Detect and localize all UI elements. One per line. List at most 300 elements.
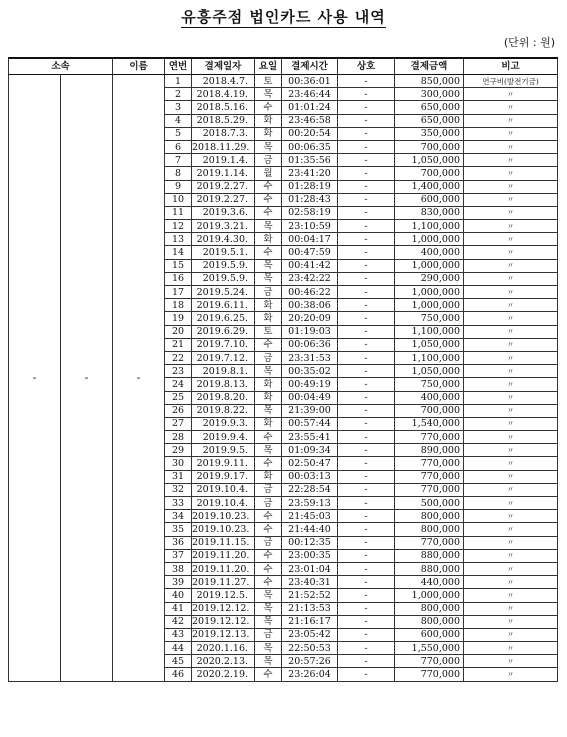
time-cell: 23:46:44 bbox=[282, 88, 338, 101]
seq-cell: 18 bbox=[165, 299, 192, 312]
time-cell: 23:46:58 bbox=[282, 114, 338, 127]
time-cell: 22:50:53 bbox=[282, 642, 338, 655]
amount-cell: 440,000 bbox=[395, 576, 464, 589]
merchant-cell: - bbox=[338, 378, 395, 391]
date-cell: 2019.9.11. bbox=[192, 457, 255, 470]
amount-cell: 1,100,000 bbox=[395, 325, 464, 338]
remarks-cell: 연구비(발전기금) bbox=[464, 75, 558, 88]
remarks-cell: 〃 bbox=[464, 470, 558, 483]
remarks-cell: 〃 bbox=[464, 154, 558, 167]
seq-cell: 37 bbox=[165, 549, 192, 562]
date-cell: 2019.2.27. bbox=[192, 180, 255, 193]
weekday-cell: 금 bbox=[255, 628, 282, 641]
remarks-cell: 〃 bbox=[464, 365, 558, 378]
time-cell: 00:38:06 bbox=[282, 299, 338, 312]
remarks-cell: 〃 bbox=[464, 642, 558, 655]
date-cell: 2019.8.13. bbox=[192, 378, 255, 391]
seq-cell: 25 bbox=[165, 391, 192, 404]
weekday-cell: 화 bbox=[255, 417, 282, 430]
seq-cell: 33 bbox=[165, 497, 192, 510]
weekday-cell: 금 bbox=[255, 536, 282, 549]
date-cell: 2019.8.22. bbox=[192, 404, 255, 417]
merchant-cell: - bbox=[338, 615, 395, 628]
weekday-cell: 수 bbox=[255, 562, 282, 575]
remarks-cell: 〃 bbox=[464, 628, 558, 641]
remarks-cell: 〃 bbox=[464, 536, 558, 549]
date-cell: 2019.10.4. bbox=[192, 497, 255, 510]
time-cell: 23:00:35 bbox=[282, 549, 338, 562]
date-cell: 2018.11.29. bbox=[192, 140, 255, 153]
remarks-cell: 〃 bbox=[464, 523, 558, 536]
date-cell: 2019.6.25. bbox=[192, 312, 255, 325]
affiliation-cell: - bbox=[9, 75, 61, 682]
merchant-cell: - bbox=[338, 536, 395, 549]
amount-cell: 1,050,000 bbox=[395, 365, 464, 378]
header-affiliation: 소속 bbox=[9, 58, 113, 75]
amount-cell: 1,400,000 bbox=[395, 180, 464, 193]
time-cell: 01:19:03 bbox=[282, 325, 338, 338]
time-cell: 01:01:24 bbox=[282, 101, 338, 114]
remarks-cell: 〃 bbox=[464, 259, 558, 272]
time-cell: 23:55:41 bbox=[282, 431, 338, 444]
weekday-cell: 목 bbox=[255, 88, 282, 101]
weekday-cell: 화 bbox=[255, 233, 282, 246]
merchant-cell: - bbox=[338, 259, 395, 272]
time-cell: 23:05:42 bbox=[282, 628, 338, 641]
amount-cell: 650,000 bbox=[395, 101, 464, 114]
seq-cell: 24 bbox=[165, 378, 192, 391]
merchant-cell: - bbox=[338, 167, 395, 180]
document-title: 유흥주점 법인카드 사용 내역 bbox=[181, 8, 386, 26]
remarks-cell: 〃 bbox=[464, 338, 558, 351]
time-cell: 00:03:13 bbox=[282, 470, 338, 483]
weekday-cell: 화 bbox=[255, 299, 282, 312]
weekday-cell: 목 bbox=[255, 259, 282, 272]
date-cell: 2019.5.9. bbox=[192, 259, 255, 272]
date-cell: 2020.2.19. bbox=[192, 668, 255, 681]
remarks-cell: 〃 bbox=[464, 220, 558, 233]
merchant-cell: - bbox=[338, 562, 395, 575]
seq-cell: 7 bbox=[165, 154, 192, 167]
seq-cell: 44 bbox=[165, 642, 192, 655]
date-cell: 2018.5.29. bbox=[192, 114, 255, 127]
weekday-cell: 목 bbox=[255, 655, 282, 668]
amount-cell: 1,550,000 bbox=[395, 642, 464, 655]
seq-cell: 23 bbox=[165, 365, 192, 378]
remarks-cell: 〃 bbox=[464, 431, 558, 444]
weekday-cell: 화 bbox=[255, 470, 282, 483]
date-cell: 2019.1.4. bbox=[192, 154, 255, 167]
remarks-cell: 〃 bbox=[464, 114, 558, 127]
remarks-cell: 〃 bbox=[464, 101, 558, 114]
date-cell: 2019.9.3. bbox=[192, 417, 255, 430]
merchant-cell: - bbox=[338, 193, 395, 206]
weekday-cell: 목 bbox=[255, 444, 282, 457]
amount-cell: 770,000 bbox=[395, 536, 464, 549]
seq-cell: 19 bbox=[165, 312, 192, 325]
amount-cell: 800,000 bbox=[395, 615, 464, 628]
merchant-cell: - bbox=[338, 101, 395, 114]
amount-cell: 800,000 bbox=[395, 523, 464, 536]
date-cell: 2019.9.17. bbox=[192, 470, 255, 483]
remarks-cell: 〃 bbox=[464, 562, 558, 575]
date-cell: 2019.8.20. bbox=[192, 391, 255, 404]
amount-cell: 830,000 bbox=[395, 206, 464, 219]
weekday-cell: 화 bbox=[255, 127, 282, 140]
time-cell: 23:42:22 bbox=[282, 272, 338, 285]
remarks-cell: 〃 bbox=[464, 549, 558, 562]
weekday-cell: 목 bbox=[255, 615, 282, 628]
seq-cell: 16 bbox=[165, 272, 192, 285]
weekday-cell: 수 bbox=[255, 246, 282, 259]
weekday-cell: 수 bbox=[255, 668, 282, 681]
time-cell: 00:06:36 bbox=[282, 338, 338, 351]
weekday-cell: 화 bbox=[255, 391, 282, 404]
seq-cell: 20 bbox=[165, 325, 192, 338]
seq-cell: 8 bbox=[165, 167, 192, 180]
remarks-cell: 〃 bbox=[464, 127, 558, 140]
merchant-cell: - bbox=[338, 602, 395, 615]
amount-cell: 770,000 bbox=[395, 457, 464, 470]
date-cell: 2018.7.3. bbox=[192, 127, 255, 140]
weekday-cell: 목 bbox=[255, 404, 282, 417]
time-cell: 00:35:02 bbox=[282, 365, 338, 378]
weekday-cell: 수 bbox=[255, 457, 282, 470]
merchant-cell: - bbox=[338, 206, 395, 219]
weekday-cell: 화 bbox=[255, 378, 282, 391]
merchant-cell: - bbox=[338, 246, 395, 259]
amount-cell: 400,000 bbox=[395, 391, 464, 404]
remarks-cell: 〃 bbox=[464, 286, 558, 299]
merchant-cell: - bbox=[338, 154, 395, 167]
amount-cell: 600,000 bbox=[395, 193, 464, 206]
date-cell: 2020.1.16. bbox=[192, 642, 255, 655]
time-cell: 21:44:40 bbox=[282, 523, 338, 536]
amount-cell: 770,000 bbox=[395, 431, 464, 444]
weekday-cell: 화 bbox=[255, 312, 282, 325]
weekday-cell: 목 bbox=[255, 365, 282, 378]
amount-cell: 650,000 bbox=[395, 114, 464, 127]
remarks-cell: 〃 bbox=[464, 206, 558, 219]
remarks-cell: 〃 bbox=[464, 233, 558, 246]
amount-cell: 400,000 bbox=[395, 246, 464, 259]
time-cell: 00:06:35 bbox=[282, 140, 338, 153]
date-cell: 2018.5.16. bbox=[192, 101, 255, 114]
time-cell: 00:41:42 bbox=[282, 259, 338, 272]
time-cell: 21:16:17 bbox=[282, 615, 338, 628]
time-cell: 21:52:52 bbox=[282, 589, 338, 602]
remarks-cell: 〃 bbox=[464, 497, 558, 510]
header-merchant: 상호 bbox=[338, 58, 395, 75]
merchant-cell: - bbox=[338, 642, 395, 655]
weekday-cell: 수 bbox=[255, 549, 282, 562]
header-time: 결제시간 bbox=[282, 58, 338, 75]
seq-cell: 34 bbox=[165, 510, 192, 523]
merchant-cell: - bbox=[338, 628, 395, 641]
time-cell: 00:12:35 bbox=[282, 536, 338, 549]
date-cell: 2019.8.1. bbox=[192, 365, 255, 378]
seq-cell: 9 bbox=[165, 180, 192, 193]
header-row bbox=[9, 58, 558, 75]
date-cell: 2019.6.29. bbox=[192, 325, 255, 338]
time-cell: 21:39:00 bbox=[282, 404, 338, 417]
amount-cell: 1,100,000 bbox=[395, 220, 464, 233]
time-cell: 00:46:22 bbox=[282, 286, 338, 299]
date-cell: 2019.5.9. bbox=[192, 272, 255, 285]
remarks-cell: 〃 bbox=[464, 589, 558, 602]
time-cell: 23:59:13 bbox=[282, 497, 338, 510]
name-cell: - bbox=[61, 75, 113, 682]
time-cell: 00:36:01 bbox=[282, 75, 338, 88]
remarks-cell: 〃 bbox=[464, 510, 558, 523]
date-cell: 2019.10.23. bbox=[192, 510, 255, 523]
merchant-cell: - bbox=[338, 444, 395, 457]
time-cell: 02:50:47 bbox=[282, 457, 338, 470]
weekday-cell: 수 bbox=[255, 193, 282, 206]
weekday-cell: 수 bbox=[255, 431, 282, 444]
seq-cell: 15 bbox=[165, 259, 192, 272]
amount-cell: 1,000,000 bbox=[395, 286, 464, 299]
seq-cell: 6 bbox=[165, 140, 192, 153]
time-cell: 23:31:53 bbox=[282, 351, 338, 364]
time-cell: 22:28:54 bbox=[282, 483, 338, 496]
remarks-cell: 〃 bbox=[464, 668, 558, 681]
amount-cell: 700,000 bbox=[395, 167, 464, 180]
date-cell: 2019.5.24. bbox=[192, 286, 255, 299]
merchant-cell: - bbox=[338, 180, 395, 193]
time-cell: 00:04:49 bbox=[282, 391, 338, 404]
weekday-cell: 수 bbox=[255, 523, 282, 536]
card-usage-table bbox=[8, 57, 558, 682]
date-cell: 2019.2.27. bbox=[192, 193, 255, 206]
seq-cell: 45 bbox=[165, 655, 192, 668]
seq-cell: 42 bbox=[165, 615, 192, 628]
seq-cell: 2 bbox=[165, 88, 192, 101]
table-row bbox=[9, 75, 558, 88]
seq-cell: 14 bbox=[165, 246, 192, 259]
date-cell: 2019.3.6. bbox=[192, 206, 255, 219]
seq-cell: 38 bbox=[165, 562, 192, 575]
amount-cell: 290,000 bbox=[395, 272, 464, 285]
seq-cell: 17 bbox=[165, 286, 192, 299]
remarks-cell: 〃 bbox=[464, 325, 558, 338]
time-cell: 23:10:59 bbox=[282, 220, 338, 233]
merchant-cell: - bbox=[338, 114, 395, 127]
weekday-cell: 목 bbox=[255, 220, 282, 233]
merchant-cell: - bbox=[338, 351, 395, 364]
time-cell: 23:40:31 bbox=[282, 576, 338, 589]
weekday-cell: 금 bbox=[255, 286, 282, 299]
date-cell: 2019.3.21. bbox=[192, 220, 255, 233]
remarks-cell: 〃 bbox=[464, 299, 558, 312]
weekday-cell: 수 bbox=[255, 180, 282, 193]
unit-note: (단위 : 원) bbox=[503, 36, 555, 49]
weekday-cell: 수 bbox=[255, 510, 282, 523]
seq-cell: 10 bbox=[165, 193, 192, 206]
seq-cell: 1 bbox=[165, 75, 192, 88]
remarks-cell: 〃 bbox=[464, 417, 558, 430]
date-cell: 2019.12.12. bbox=[192, 615, 255, 628]
time-cell: 00:20:54 bbox=[282, 127, 338, 140]
weekday-cell: 금 bbox=[255, 351, 282, 364]
merchant-cell: - bbox=[338, 75, 395, 88]
header-seq: 연번 bbox=[165, 58, 192, 75]
merchant-cell: - bbox=[338, 549, 395, 562]
amount-cell: 1,050,000 bbox=[395, 338, 464, 351]
merchant-cell: - bbox=[338, 457, 395, 470]
weekday-cell: 수 bbox=[255, 101, 282, 114]
merchant-cell: - bbox=[338, 338, 395, 351]
merchant-cell: - bbox=[338, 88, 395, 101]
merchant-cell: - bbox=[338, 220, 395, 233]
merchant-cell: - bbox=[338, 127, 395, 140]
amount-cell: 500,000 bbox=[395, 497, 464, 510]
time-cell: 02:58:19 bbox=[282, 206, 338, 219]
weekday-cell: 금 bbox=[255, 154, 282, 167]
remarks-cell: 〃 bbox=[464, 602, 558, 615]
seq-cell: 5 bbox=[165, 127, 192, 140]
amount-cell: 750,000 bbox=[395, 378, 464, 391]
remarks-cell: 〃 bbox=[464, 351, 558, 364]
amount-cell: 300,000 bbox=[395, 88, 464, 101]
remarks-cell: 〃 bbox=[464, 655, 558, 668]
remarks-cell: 〃 bbox=[464, 88, 558, 101]
amount-cell: 770,000 bbox=[395, 470, 464, 483]
merchant-cell: - bbox=[338, 510, 395, 523]
date-cell: 2019.11.20. bbox=[192, 549, 255, 562]
remarks-cell: 〃 bbox=[464, 272, 558, 285]
date-cell: 2019.7.10. bbox=[192, 338, 255, 351]
merchant-cell: - bbox=[338, 391, 395, 404]
weekday-cell: 수 bbox=[255, 576, 282, 589]
date-cell: 2019.5.1. bbox=[192, 246, 255, 259]
weekday-cell: 토 bbox=[255, 75, 282, 88]
remarks-cell: 〃 bbox=[464, 483, 558, 496]
weekday-cell: 목 bbox=[255, 602, 282, 615]
weekday-cell: 수 bbox=[255, 338, 282, 351]
seq-cell: 36 bbox=[165, 536, 192, 549]
amount-cell: 1,540,000 bbox=[395, 417, 464, 430]
weekday-cell: 수 bbox=[255, 206, 282, 219]
amount-cell: 1,000,000 bbox=[395, 589, 464, 602]
remarks-cell: 〃 bbox=[464, 193, 558, 206]
time-cell: 00:47:59 bbox=[282, 246, 338, 259]
merchant-cell: - bbox=[338, 417, 395, 430]
date-cell: 2018.4.19. bbox=[192, 88, 255, 101]
date-cell: 2019.1.14. bbox=[192, 167, 255, 180]
seq-cell: 32 bbox=[165, 483, 192, 496]
remarks-cell: 〃 bbox=[464, 576, 558, 589]
date-cell: 2019.6.11. bbox=[192, 299, 255, 312]
seq-cell: 40 bbox=[165, 589, 192, 602]
weekday-cell: 목 bbox=[255, 272, 282, 285]
amount-cell: 770,000 bbox=[395, 668, 464, 681]
merchant-cell: - bbox=[338, 576, 395, 589]
merchant-cell: - bbox=[338, 404, 395, 417]
seq-cell: 4 bbox=[165, 114, 192, 127]
date-cell: 2019.10.4. bbox=[192, 483, 255, 496]
weekday-cell: 토 bbox=[255, 325, 282, 338]
seq-cell: 29 bbox=[165, 444, 192, 457]
amount-cell: 700,000 bbox=[395, 140, 464, 153]
amount-cell: 750,000 bbox=[395, 312, 464, 325]
time-cell: 21:13:53 bbox=[282, 602, 338, 615]
remarks-cell: 〃 bbox=[464, 140, 558, 153]
amount-cell: 770,000 bbox=[395, 655, 464, 668]
header-date: 결제일자 bbox=[192, 58, 255, 75]
amount-cell: 700,000 bbox=[395, 404, 464, 417]
seq-cell: 28 bbox=[165, 431, 192, 444]
remarks-cell: 〃 bbox=[464, 457, 558, 470]
date-cell: 2019.11.15. bbox=[192, 536, 255, 549]
seq-cell: 31 bbox=[165, 470, 192, 483]
seq-cell: 21 bbox=[165, 338, 192, 351]
time-cell: 00:04:17 bbox=[282, 233, 338, 246]
merchant-cell: - bbox=[338, 470, 395, 483]
amount-cell: 890,000 bbox=[395, 444, 464, 457]
amount-cell: 600,000 bbox=[395, 628, 464, 641]
time-cell: 23:41:20 bbox=[282, 167, 338, 180]
amount-cell: 1,000,000 bbox=[395, 299, 464, 312]
amount-cell: 770,000 bbox=[395, 483, 464, 496]
seq-cell: 3 bbox=[165, 101, 192, 114]
time-cell: 20:57:26 bbox=[282, 655, 338, 668]
date-cell: 2019.11.27. bbox=[192, 576, 255, 589]
merchant-cell: - bbox=[338, 589, 395, 602]
time-cell: 00:57:44 bbox=[282, 417, 338, 430]
amount-cell: 350,000 bbox=[395, 127, 464, 140]
time-cell: 20:20:09 bbox=[282, 312, 338, 325]
date-cell: 2019.4.30. bbox=[192, 233, 255, 246]
time-cell: 01:28:43 bbox=[282, 193, 338, 206]
remarks-cell: 〃 bbox=[464, 404, 558, 417]
weekday-cell: 화 bbox=[255, 114, 282, 127]
merchant-cell: - bbox=[338, 286, 395, 299]
merchant-cell: - bbox=[338, 140, 395, 153]
merchant-cell: - bbox=[338, 365, 395, 378]
amount-cell: 1,050,000 bbox=[395, 154, 464, 167]
merchant-cell: - bbox=[338, 272, 395, 285]
weekday-cell: 목 bbox=[255, 140, 282, 153]
time-cell: 00:49:19 bbox=[282, 378, 338, 391]
seq-cell: 22 bbox=[165, 351, 192, 364]
seq-cell: 39 bbox=[165, 576, 192, 589]
date-cell: 2019.10.23. bbox=[192, 523, 255, 536]
seq-cell: 30 bbox=[165, 457, 192, 470]
merchant-cell: - bbox=[338, 233, 395, 246]
seq-cell: 46 bbox=[165, 668, 192, 681]
group-cell: - bbox=[113, 75, 165, 682]
seq-cell: 11 bbox=[165, 206, 192, 219]
weekday-cell: 금 bbox=[255, 497, 282, 510]
seq-cell: 13 bbox=[165, 233, 192, 246]
date-cell: 2019.12.5. bbox=[192, 589, 255, 602]
remarks-cell: 〃 bbox=[464, 391, 558, 404]
amount-cell: 1,000,000 bbox=[395, 259, 464, 272]
amount-cell: 800,000 bbox=[395, 510, 464, 523]
seq-cell: 27 bbox=[165, 417, 192, 430]
remarks-cell: 〃 bbox=[464, 615, 558, 628]
weekday-cell: 목 bbox=[255, 642, 282, 655]
header-weekday: 요일 bbox=[255, 58, 282, 75]
seq-cell: 35 bbox=[165, 523, 192, 536]
merchant-cell: - bbox=[338, 431, 395, 444]
merchant-cell: - bbox=[338, 299, 395, 312]
weekday-cell: 월 bbox=[255, 167, 282, 180]
remarks-cell: 〃 bbox=[464, 246, 558, 259]
merchant-cell: - bbox=[338, 655, 395, 668]
amount-cell: 1,100,000 bbox=[395, 351, 464, 364]
